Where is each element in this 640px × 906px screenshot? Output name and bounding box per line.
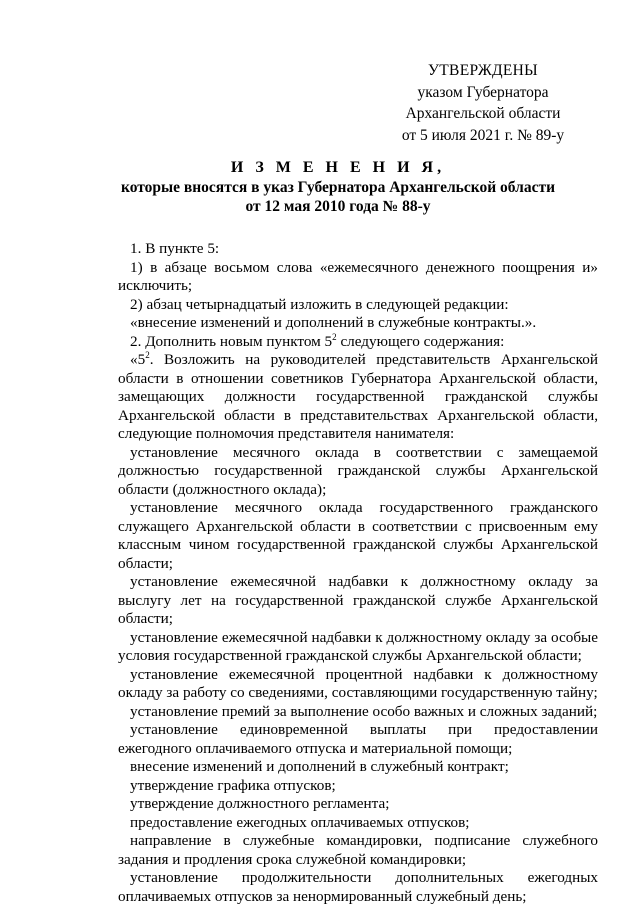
title-decree-date: от 12 мая 2010 года № 88-у — [245, 198, 431, 215]
list-item: установление ежемесячной процентной надбавки к должностному окладу за работу со сведениями, составляющими государственную тайну; — [118, 665, 598, 701]
list-item: утверждение графика отпусков; — [130, 776, 336, 794]
approval-heading: УТВЕРЖДЕНЫ — [428, 62, 538, 79]
list-item: установление единовременной выплаты при предоставлении ежегодного оплачиваемого отпуска и материальной помощи; — [118, 721, 598, 757]
paragraph-subitem-2: 2) абзац четырнадцатый изложить в следующей редакции: — [130, 295, 509, 313]
paragraph-item-2 — [118, 333, 598, 352]
document-title — [118, 158, 558, 217]
new-point-number: «5 — [130, 351, 146, 368]
list-item: установление премий за выполнение особо важных и сложных заданий; — [130, 702, 598, 720]
new-point-text: . Возложить на руководителей представительств Архангельской области в отношении советников Губернатора Архангельской области, замещающих должности государственной гражданской службы Архангельской области в представительствах Архангельской области, следующие полномочия представителя нанимателя: — [118, 351, 598, 442]
list-item: предоставление ежегодных оплачиваемых отпусков; — [130, 813, 470, 831]
list-item: установление месячного оклада государственного гражданского служащего Архангельской области в соответствии с присвоенным ему классным чином государственной гражданской службы Архангельской области; — [118, 499, 598, 572]
paragraph-new-point — [118, 351, 598, 444]
approval-line-region: Архангельской области — [405, 105, 561, 122]
list-item: установление ежемесячной надбавки к должностному окладу за особые условия государственной гражданской службы Архангельской области; — [118, 628, 598, 664]
paragraph-quote-contracts: «внесение изменений и дополнений в служебные контракты.». — [130, 314, 537, 331]
item-2-text-end: следующего содержания: — [336, 332, 505, 350]
new-point-superscript: 2 — [145, 350, 150, 360]
list-item: направление в служебные командировки, подписание служебного задания и продления срока служебной командировки; — [118, 832, 598, 868]
paragraph-subitem-1: 1) в абзаце восьмом слова «ежемесячного денежного поощрения и» исключить; — [118, 258, 598, 294]
approval-line-date: от 5 июля 2021 г. № 89-у — [401, 126, 565, 144]
list-item: внесение изменений и дополнений в служебный контракт; — [130, 758, 509, 775]
approval-line-decree: указом Губернатора — [417, 83, 549, 101]
item-2-superscript: 2 — [332, 331, 337, 342]
approval-stamp — [388, 60, 578, 146]
paragraph-item-1: 1. В пункте 5: — [130, 240, 220, 257]
list-item: установление продолжительности дополнительных ежегодных оплачиваемых отпусков за ненормированный служебный день; — [118, 869, 598, 905]
title-subheading: которые вносятся в указ Губернатора Архангельской области — [120, 178, 556, 196]
list-item: установление ежемесячной надбавки к должностному окладу за выслугу лет на государственной гражданской службе Архангельской области; — [118, 573, 598, 627]
list-item: утверждение должностного регламента; — [130, 795, 390, 812]
item-2-text: 2. Дополнить новым пунктом 5 — [130, 332, 333, 350]
list-item: установление месячного оклада в соответствии с замещаемой должностью государственной гражданской службы Архангельской области (должностного оклада); — [118, 443, 598, 498]
document-body — [118, 240, 598, 906]
title-heading: И З М Е Н Е Н И Я, — [230, 159, 446, 176]
